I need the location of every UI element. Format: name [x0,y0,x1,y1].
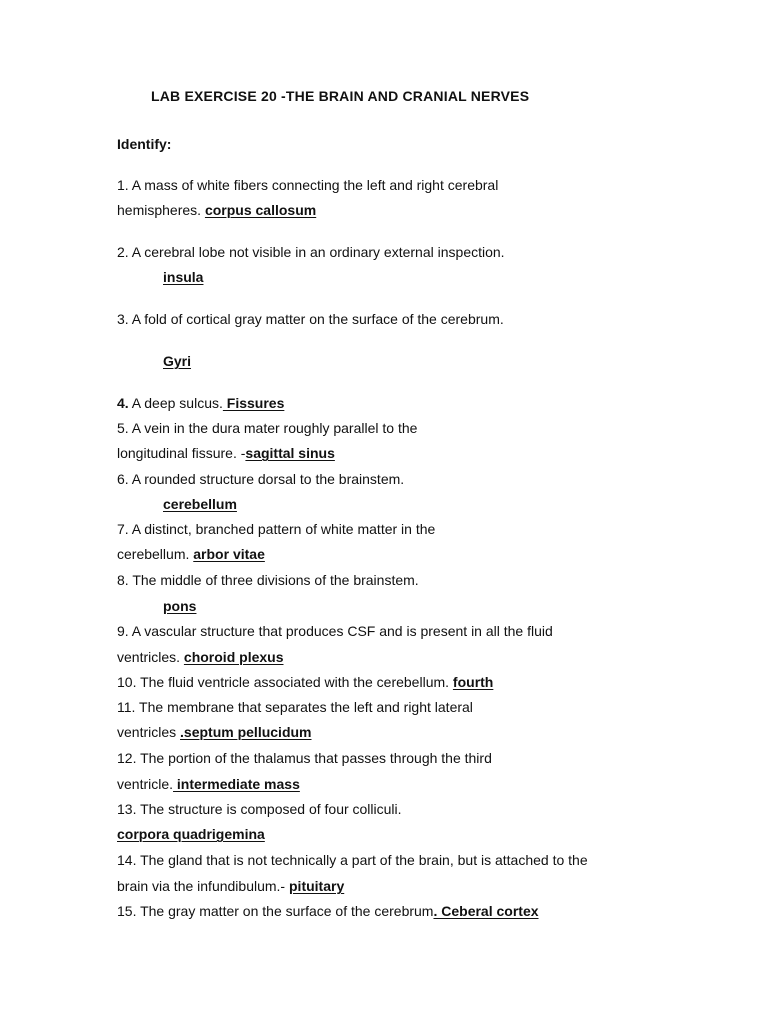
question-12: 12. The portion of the thalamus that passes through the third [117,750,492,766]
answer-13: corpora quadrigemina [117,826,265,842]
answer-11: .septum pellucidum [180,724,312,740]
question-4-number: 4. [117,395,129,411]
question-12-text: ventricle. [117,776,174,792]
question-15 [117,902,539,920]
question-7: 7. A distinct, branched pattern of white matter in the [117,521,436,537]
question-14-text: brain via the infundibulum.- [117,878,289,894]
question-14-line2 [117,877,344,895]
answer-8: pons [163,598,197,614]
answer-14: pituitary [289,878,345,894]
question-9-text: ventricles. [117,649,184,665]
question-9-line2 [117,648,284,666]
question-13 [117,800,402,818]
question-5-line2 [117,444,335,462]
question-9: 9. A vascular structure that produces CSF and is present in all the fluid [117,623,553,639]
question-4-text: A deep sulcus. [128,395,223,411]
question-1: 1. A mass of white fibers connecting the left and right cerebral [117,177,499,193]
question-15-text: 15. The gray matter on the surface of the cerebrum [117,903,434,919]
answer-1: corpus callosum [204,202,317,218]
question-3: 3. A fold of cortical gray matter on the surface of the cerebrum. [117,311,504,327]
question-1-text: hemispheres. [117,202,205,218]
question-11: 11. The membrane that separates the left and right lateral [117,699,473,715]
question-2: 2. A cerebral lobe not visible in an ordinary external inspection. [117,244,505,260]
identify-label: Identify: [117,136,172,152]
answer-12: intermediate mass [173,776,300,792]
answer-4: Fissures [222,395,285,411]
question-8: 8. The middle of three divisions of the brainstem. [117,572,419,588]
answer-9: choroid plexus [183,649,284,665]
question-11-text: ventricles [117,724,181,740]
question-5: 5. A vein in the dura mater roughly parallel to the [117,420,418,436]
question-11-line2 [117,723,312,741]
question-12-line2 [117,775,300,793]
answer-2: insula [163,269,204,285]
question-7-line2 [117,545,265,563]
page-title: LAB EXERCISE 20 -THE BRAIN AND CRANIAL NERVES [151,88,530,104]
question-14: 14. The gland that is not technically a part of the brain, but is attached to the [117,852,588,868]
answer-6: cerebellum [163,496,237,512]
answer-7: arbor vitae [193,546,265,562]
question-7-text: cerebellum. [117,546,194,562]
answer-15: . Ceberal cortex [433,903,539,919]
question-4 [117,394,284,412]
question-10-text: 10. The fluid ventricle associated with the cerebellum. [117,674,453,690]
question-5-text: longitudinal fissure. - [117,445,246,461]
question-10 [117,673,493,691]
answer-5: sagittal sinus [245,445,335,461]
question-6: 6. A rounded structure dorsal to the brainstem. [117,471,405,487]
answer-3: Gyri [163,353,192,369]
answer-10: fourth [452,674,494,690]
question-13-text: 13. The structure is composed of four colliculi. [117,801,402,817]
question-1-line2 [117,201,316,219]
